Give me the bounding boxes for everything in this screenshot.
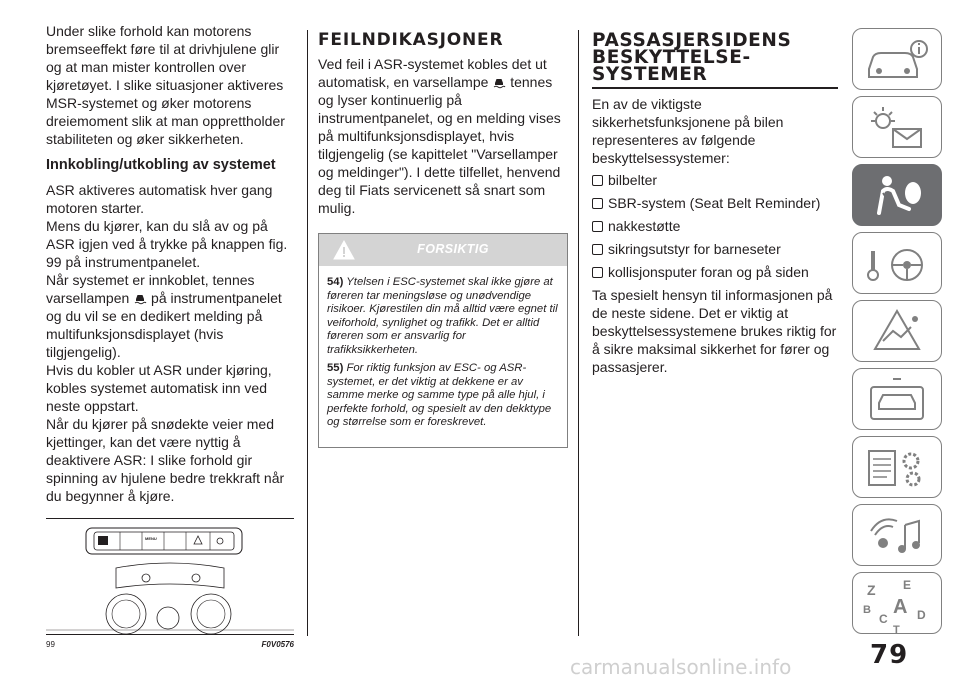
- paragraph-protection-intro: En av de viktigste sikkerhetsfunksjonene på bilen representeres av følgende beskyttelsessystemer:: [592, 96, 784, 166]
- heading-line-2: BESKYTTELSE-: [592, 47, 751, 68]
- warning-title: FORSIKTIG: [417, 242, 489, 256]
- emergency-triangle-icon: [853, 301, 943, 363]
- warning-box: [318, 233, 568, 448]
- column-left: [46, 22, 296, 505]
- page-number: 79: [870, 640, 909, 670]
- warning-note-54-number: 54): [327, 276, 344, 288]
- paragraph-asr-auto: ASR aktiveres automatisk hver gang motoren starter.: [46, 182, 273, 216]
- tab-safety[interactable]: [852, 164, 942, 226]
- index-letter: Z: [867, 582, 876, 598]
- heading-line-1: PASSASJERSIDENS: [592, 30, 792, 51]
- checkbox-bullet-icon: [592, 198, 603, 209]
- column-divider-1: [307, 30, 308, 636]
- paragraph-warning-lamp-b: på instrumentpanelet og du vil se en dedikert melding på multifunksjonsdisplayet (hvis tilgjengelig).: [46, 290, 282, 360]
- car-maintenance-icon: [853, 369, 943, 431]
- index-letter: T: [893, 624, 900, 635]
- column-middle: [318, 22, 568, 448]
- figure-dashboard-buttons: [46, 518, 294, 649]
- key-steering-wheel-icon: [853, 233, 943, 295]
- tab-starting-driving[interactable]: [852, 232, 942, 294]
- index-letter: C: [879, 612, 888, 626]
- figure-top-rule: [46, 518, 294, 519]
- warning-note-55-number: 55): [327, 362, 344, 374]
- checkbox-bullet-icon: [592, 267, 603, 278]
- document-gears-icon: [853, 437, 943, 499]
- list-item: sikringsutstyr for barneseter: [592, 240, 838, 258]
- figure-button-label: MENU: [145, 536, 157, 541]
- checkbox-bullet-icon: [592, 244, 603, 255]
- intro-paragraph: Under slike forhold kan motorens bremseeffekt føre til at drivhjulene glir og at man mister kontrollen over kjøretøyet. I slike situasjoner aktiveres MSR-systemet og øker motorens dreiemoment slik at man opprettholder stabiliteten og øker sikkerheten.: [46, 23, 285, 147]
- asr-fault-lamp-icon: [492, 77, 506, 89]
- checkbox-bullet-icon: [592, 175, 603, 186]
- tab-vehicle-overview[interactable]: [852, 28, 942, 90]
- seatbelt-airbag-icon: [853, 165, 943, 227]
- warning-note-54: [327, 276, 559, 357]
- alphabetical-index-icon: [853, 573, 943, 635]
- figure-code: F0V0576: [261, 640, 294, 649]
- warning-light-message-icon: [853, 97, 943, 159]
- warning-note-55: [327, 362, 559, 430]
- warning-box-header: [319, 234, 567, 266]
- list-item: bilbelter: [592, 171, 838, 189]
- warning-note-55-text: For riktig funksjon av ESC- og ASR-systemet, er det viktig at dekkene er av samme merke og samme type på alle hjul, i perfekte forhold, og spesielt av den dekktype og størrelse som er foreskrevet.: [327, 362, 552, 428]
- checkbox-bullet-icon: [592, 221, 603, 232]
- list-item: kollisjonsputer foran og på siden: [592, 263, 838, 281]
- paragraph-warning-lamp-a: Når systemet er innkoblet, tennes varsellampen: [46, 272, 255, 306]
- tab-multimedia[interactable]: [852, 504, 942, 566]
- watermark: carmanualsonline.info: [570, 655, 792, 679]
- car-info-icon: [853, 29, 943, 91]
- index-letter: E: [903, 578, 912, 592]
- figure-number: 99: [46, 640, 55, 649]
- heading-line-3: SYSTEMER: [592, 64, 708, 85]
- subheading-toggle-system: Innkobling/utkobling av systemet: [46, 157, 276, 173]
- column-right: [592, 22, 838, 376]
- multimedia-music-icon: [853, 505, 943, 567]
- heading-rule: [592, 87, 838, 89]
- figure-bottom-rule: [46, 634, 294, 635]
- paragraph-warning-lamp: [46, 271, 296, 361]
- asr-warning-lamp-icon: [133, 293, 147, 305]
- heading-fault-indications: FEILNDIKASJONER: [318, 30, 504, 50]
- dashboard-illustration: [46, 518, 294, 634]
- index-letter: D: [917, 608, 926, 622]
- list-item: SBR-system (Seat Belt Reminder): [592, 194, 838, 212]
- paragraph-asr-off: Hvis du kobler ut ASR under kjøring, kobles systemet automatisk inn ved neste oppstart.: [46, 362, 272, 414]
- paragraph-protection-outro: Ta spesielt hensyn til informasjonen på de neste sidene. Det er viktig at beskyttelsessystemene brukes riktig for å sikre maksimal sikkerhet for fører og passasjerer.: [592, 287, 837, 375]
- paragraph-fault: [318, 55, 568, 217]
- column-divider-2: [578, 30, 579, 636]
- paragraph-asr-button: Mens du kjører, kan du slå av og på ASR igjen ved å trykke på knappen fig. 99 på instrumentpanelet.: [46, 218, 288, 270]
- tab-dashboard-lights[interactable]: [852, 96, 942, 158]
- tab-technical-data[interactable]: [852, 436, 942, 498]
- index-letter: B: [863, 604, 871, 616]
- paragraph-fault-b: tennes og lyser kontinuerlig på instrumentpanelet, og en melding vises på multifunksjonsdisplayet, hvis tilgjengelig (se kapittelet "Varsellamper og meldinger"). I dette tilfellet, henvend deg til Fiats servicenett så snart som mulig.: [318, 74, 561, 216]
- tab-maintenance[interactable]: [852, 368, 942, 430]
- paragraph-snow-chains: Når du kjører på snødekte veier med kjettinger, kan det være nyttig å deaktivere ASR: I slike forhold gir spinning av hjulene bedre trekkraft når du begynner å kjøre.: [46, 416, 285, 504]
- warning-note-54-text: Ytelsen i ESC-systemet skal ikke gjøre at føreren tar meningsløse og unødvendige risikoer. Kjørestilen din må alltid være egnet til veiforhold, synlighet og trafikk. Det er alltid føreren som er ansvarlig for trafikksikkerheten.: [327, 276, 558, 356]
- index-letter: A: [893, 596, 908, 618]
- paragraph-fault-a: Ved feil i ASR-systemet kobles det ut automatisk, en varsellampe: [318, 56, 547, 90]
- warning-body: [319, 266, 567, 447]
- protection-systems-list: [592, 171, 838, 281]
- list-item: nakkestøtte: [592, 217, 838, 235]
- tab-emergency[interactable]: [852, 300, 942, 362]
- heading-protection-systems: [592, 32, 838, 83]
- tab-index[interactable]: [852, 572, 942, 634]
